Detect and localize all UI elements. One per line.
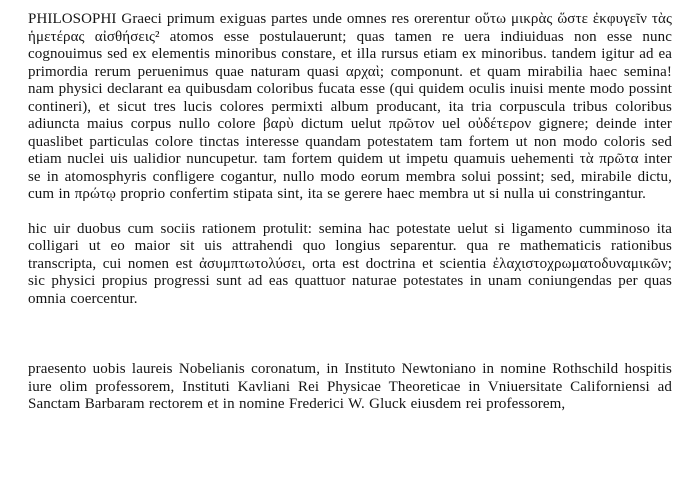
paragraph-philosophi: PHILOSOPHI Graeci primum exiguas partes unde omnes res orerentur οὕτω μικρὰς ὥστε ἐκφυγεῖν τὰς ἡμετέρας αἰσθήσεις² atomos esse postulauerunt; quas tamen re uera indiuiduas non esse nunc cognouimus sed ex elementis minoribus constare, et illa rursus etiam ex minoribus. tandem igitur ad ea primordia rerum peruenimus quae naturam quasi αρχαὶ; componunt. et quam mirabilia haec semina! nam physici declarant ea quibusdam coloribus fucata esse (qui quidem oculis inuisi mente modo possint contineri), et sicut tres lucis colores permixti album producant, ita tria corpuscula tribus coloribus adiuncta maius corpus nullo colore βαρὺ dictum uelut πρῶτον uel οὐδέτερον gignere; deinde inter quaslibet particulas colore tinctas interesse quandam potestatem tam fortem ut non modo coloris sed etiam nuclei uis ualidior nuncupetur. tam fortem quidem ut impetu quamuis uehementi τὰ πρῶτα inter se in atomosphyris confligere cogantur, nullo modo eorum membra solui possint; sed, mirabile dictu, cum in πρώτῳ proprio confertim stipata sint, ita se gerere haec membra ut si nulla ui constringantur. <box>28 11 672 202</box>
paragraph-hic-uir: hic uir duobus cum sociis rationem protulit: semina hac potestate uelut si ligamento cumminoso ita colligari ut eo maior sit uis attrahendi quo longius separentur. qua re mathematicis rationibus transcripta, cui nomen est ἀσυμπτωτολύσει, orta est doctrina et scientia ἐλαχιστοχρωματοδυναμικῶν; sic physici propius progressi sunt ad eas quattuor naturae potestates in unam coniungendas per quas omnia coercentur. <box>28 220 672 307</box>
paragraph-praesento: praesento uobis laureis Nobelianis coronatum, in Instituto Newtoniano in nomine Rothschild hospitis iure olim professorem, Instituti Kavliani Rei Physicae Theoreticae in Vniuersitate Californiensi ad Sanctam Barbaram rectorem et in nomine Frederici W. Gluck eiusdem rei professorem, <box>28 361 672 412</box>
